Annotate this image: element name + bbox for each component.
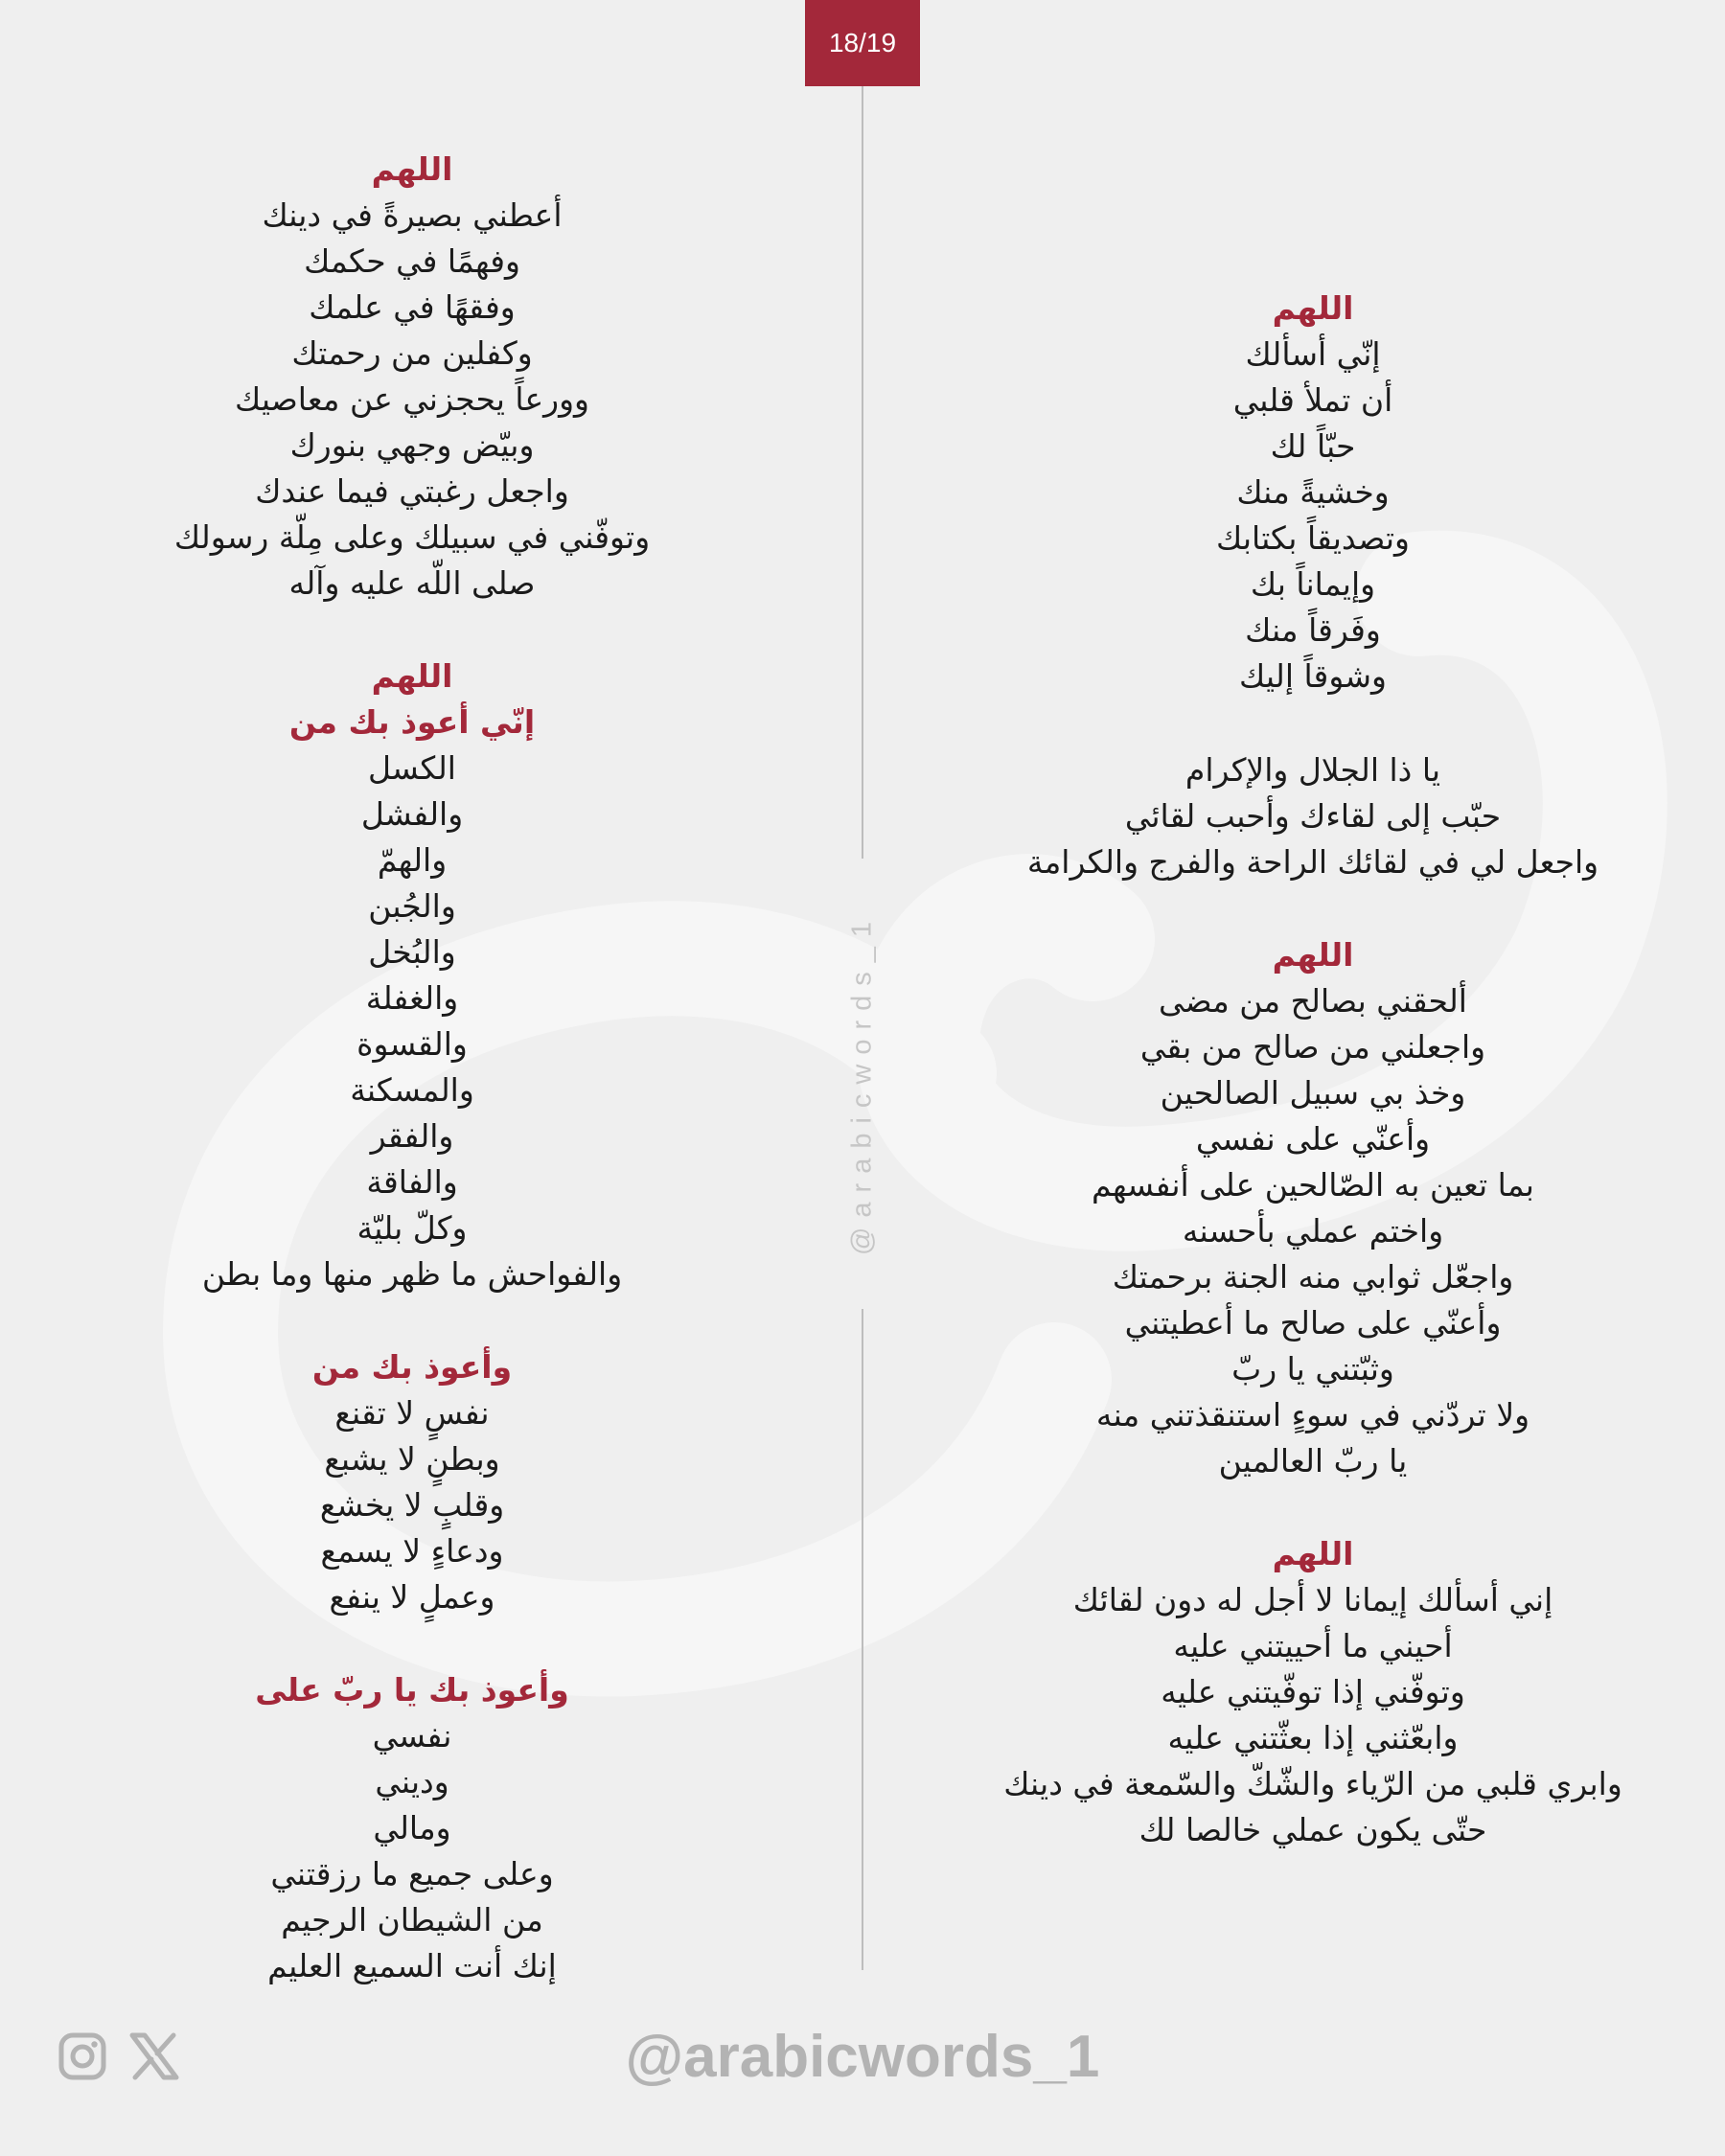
verse-line: أعطني بصيرةً في دينك [262,196,563,234]
block-heading: اللهم [1272,1535,1354,1572]
verse-line: والغفلة [365,979,459,1017]
verse-line: وديني [375,1763,449,1800]
block-subheading: إنّي أعوذ بك من [288,703,536,741]
verse-line: وكلّ بليّة [356,1209,468,1247]
verse-line: وخذ بي سبيل الصالحين [1160,1074,1466,1112]
verse-line: أن تملأ قلبي [1232,381,1393,419]
verse-line: وورعاً يحجزني عن معاصيك [235,380,589,418]
verse-line: يا ربّ العالمين [1218,1442,1408,1479]
verse-line: والفواحش ما ظهر منها وما بطن [201,1255,623,1293]
verse-line: واجعل رغبتي فيما عندك [255,472,569,510]
verse-line: وتصديقاً بكتابك [1216,519,1410,557]
verse-line: ولا تردّني في سوءٍ استنقذتني منه [1095,1396,1530,1434]
verse-line: حبّاً لك [1270,427,1356,465]
verse-line: يا ذا الجلال والإكرام [1184,751,1441,789]
verse-line: وأعنّي على صالح ما أعطيتني [1124,1304,1502,1342]
verse-line: واجعل لي في لقائك الراحة والفرج والكرامة [1026,843,1599,881]
verse-line: وعملٍ لا ينفع [329,1578,495,1616]
center-divider-top [862,86,863,859]
verse-line: وبطنٍ لا يشبع [324,1440,500,1478]
verse-line: حبّب إلى لقاءك وأحبب لقائي [1124,797,1502,835]
verse-line: نفسٍ لا تقنع [334,1394,490,1432]
block-heading: اللهم [371,150,453,188]
verse-line: وكفلين من رحمتك [291,334,533,372]
verse-line: نفسي [372,1717,452,1755]
verse-line: وشوقاً إليك [1239,657,1387,695]
verse-line: وفهمًا في حكمك [304,242,520,280]
verse-line: وتوفّني إذا توفّيتني عليه [1161,1673,1465,1710]
verse-line: إنك أنت السميع العليم [267,1947,557,1984]
block-heading: وأعوذ بك يا ربّ على [255,1671,569,1709]
verse-line: وابعّثني إذا بعثّتني عليه [1167,1719,1459,1756]
verse-line: واختم عملي بأحسنه [1182,1212,1444,1250]
verse-line: والفشل [360,795,464,833]
verse-line: وقلبٍ لا يخشع [319,1486,505,1524]
verse-line: إني أسألك إيمانا لا أجل له دون لقائك [1072,1581,1553,1618]
verse-line: وعلى جميع ما رزقتني [270,1855,554,1892]
verse-line: والهمّ [377,841,448,879]
verse-line: والقسوة [356,1025,468,1063]
verse-line: والبُخل [368,933,456,971]
block-heading: اللهم [371,657,453,695]
block-heading: اللهم [1272,936,1354,974]
verse-line: أحيني ما أحييتني عليه [1173,1627,1453,1664]
block-heading: اللهم [1272,289,1354,327]
verse-line: ودعاءٍ لا يسمع [320,1532,504,1570]
verse-line: حتّى يكون عملي خالصا لك [1138,1811,1487,1848]
verse-line: والفقر [370,1117,454,1155]
page-indicator: 18/19 [805,0,920,86]
vertical-handle-watermark: @arabicwords_1 [846,911,878,1256]
verse-line: الكسل [368,749,456,787]
verse-line: وثبّتني يا ربّ [1231,1350,1394,1388]
verse-line: والفاقة [366,1163,458,1201]
verse-line: والمسكنة [350,1071,474,1109]
verse-line: صلى اللّه عليه وآله [288,564,536,602]
verse-line: وخشيةً منك [1236,473,1390,511]
verse-line: من الشيطان الرجيم [281,1901,543,1938]
verse-line: ألحقني بصالح من مضى [1159,982,1467,1020]
verse-line: وبيّض وجهي بنورك [289,426,535,464]
verse-line: بما تعين به الصّالحين على أنفسهم [1092,1166,1534,1204]
verse-line: إنّي أسألك [1245,335,1381,373]
center-divider-bottom [862,1309,863,1970]
verse-line: وإيماناً بك [1250,565,1376,603]
verse-line: والجُبن [368,887,456,925]
verse-line: وفقهًا في علمك [309,288,516,326]
verse-line: وتوفّني في سبيلك وعلى مِلّة رسولك [173,518,651,556]
verse-line: وفَرقاً منك [1245,611,1381,649]
verse-line: وابري قلبي من الرّياء والشّكّ والسّمعة في دينك [1003,1765,1622,1802]
verse-line: وأعنّي على نفسي [1195,1120,1431,1158]
footer-handle[interactable]: @arabicwords_1 [625,2024,1100,2090]
verse-line: واجعّل ثوابي منه الجنة برحمتك [1112,1258,1514,1296]
block-heading: وأعوذ بك من [311,1348,513,1386]
verse-line: واجعلني من صالح من بقي [1139,1028,1486,1066]
verse-line: ومالي [373,1809,451,1846]
